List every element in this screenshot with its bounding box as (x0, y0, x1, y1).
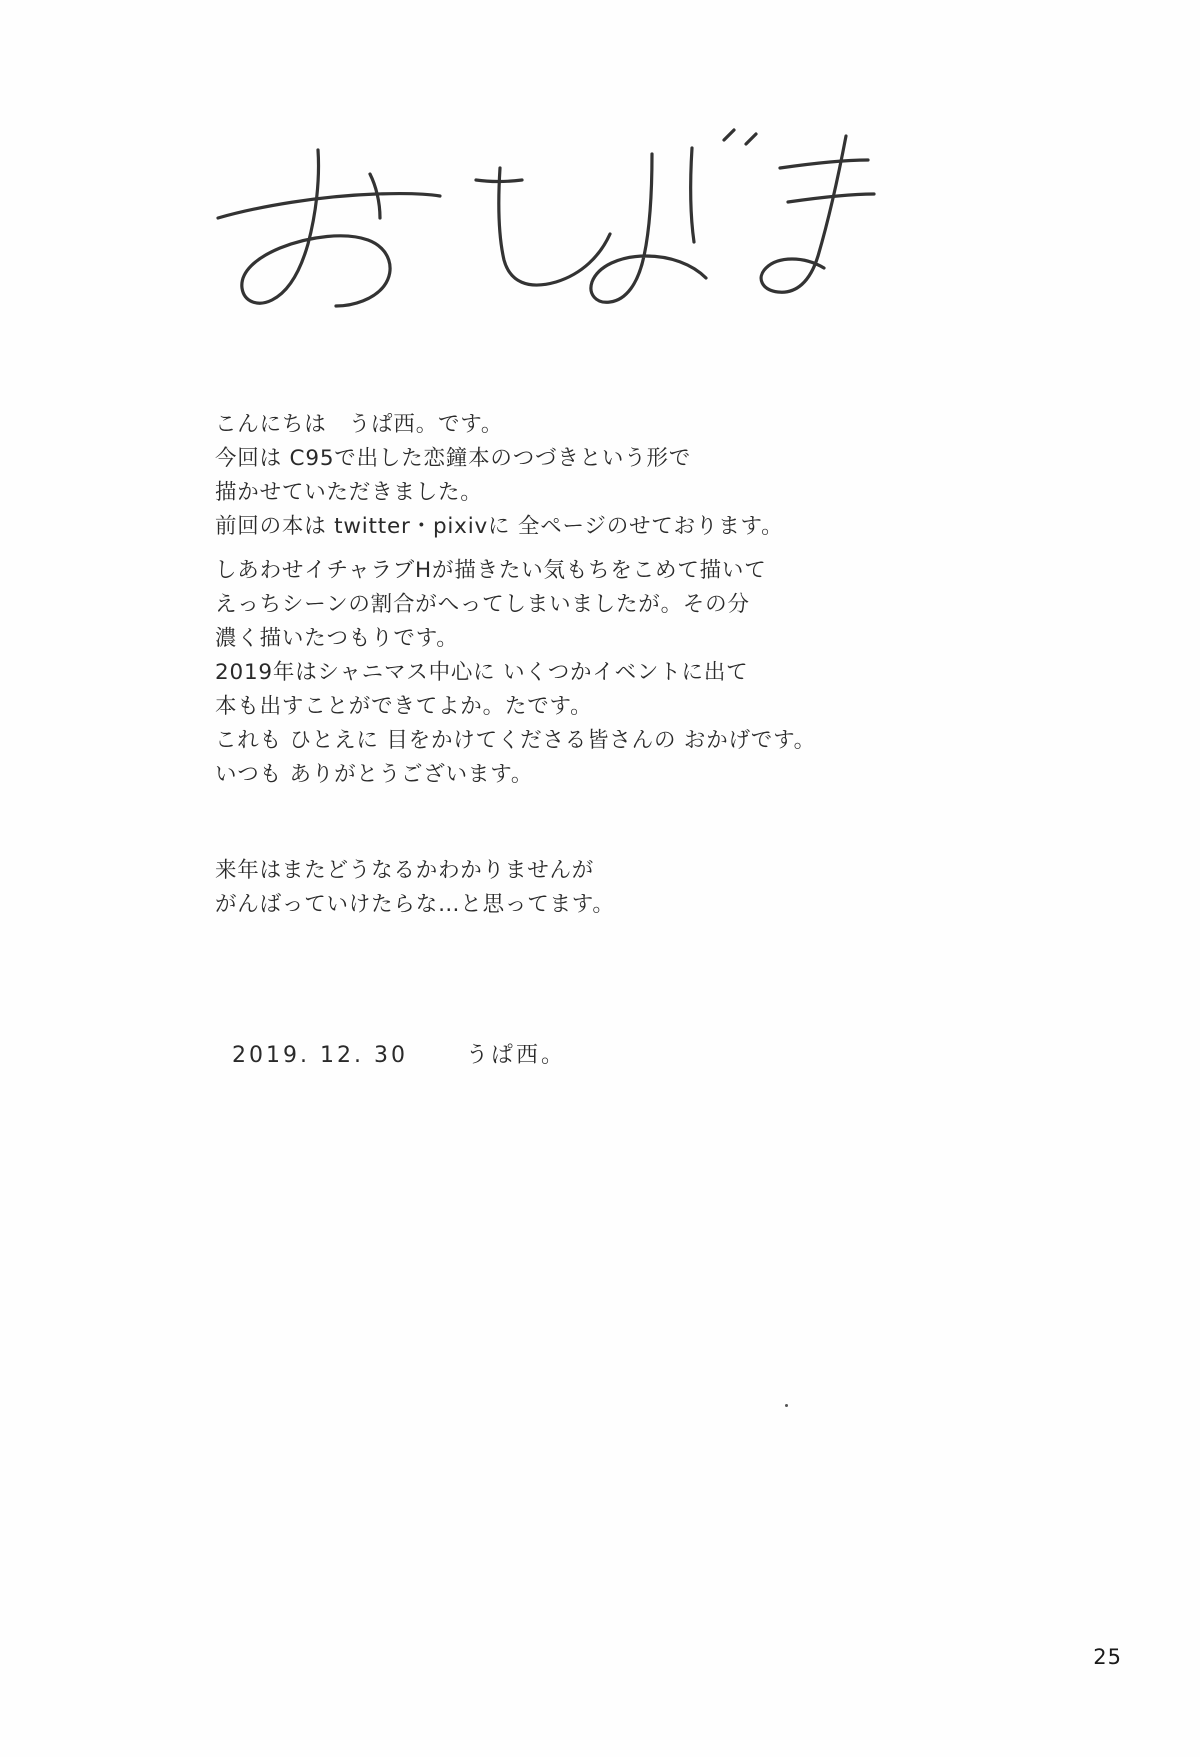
text-line: 今回は C95で出した恋鐘本のつづきという形で (215, 446, 692, 471)
paragraph-body (215, 554, 1005, 792)
text-line: えっちシーンの割合がへってしまいましたが。その分 (215, 592, 750, 617)
paragraph-closing (215, 854, 1005, 922)
text-line: 描かせていただきました。 (215, 480, 483, 505)
text-line: いつも ありがとうございます。 (215, 762, 534, 787)
page-number: 25 (1093, 1645, 1122, 1669)
text-line: こんにちは うぱ西。です。 (215, 412, 504, 437)
text-line: 前回の本は twitter・pixivに 全ページのせております。 (215, 514, 784, 539)
signature-date: 2019. 12. 30 (232, 1043, 408, 1068)
text-line: しあわせイチャラブHが描きたい気もちをこめて描いて (215, 558, 767, 583)
text-line: 来年はまたどうなるかわかりませんが (215, 858, 595, 883)
text-line: 2019年はシャニマス中心に いくつかイベントに出て (215, 660, 749, 685)
afterword-heading (200, 110, 880, 340)
signature-block (232, 1038, 566, 1069)
afterword-body (215, 408, 1005, 922)
text-line: 本も出すことができてよか。たです。 (215, 694, 593, 719)
text-line: 濃く描いたつもりです。 (215, 626, 459, 651)
text-line: これも ひとえに 目をかけてくださる皆さんの おかげです。 (215, 728, 816, 753)
text-line: がんばっていけたらな…と思ってます。 (215, 892, 615, 917)
paragraph-intro (215, 408, 1005, 544)
stray-ink-dot (785, 1404, 788, 1407)
signature-name: うぱ西。 (465, 1043, 566, 1068)
